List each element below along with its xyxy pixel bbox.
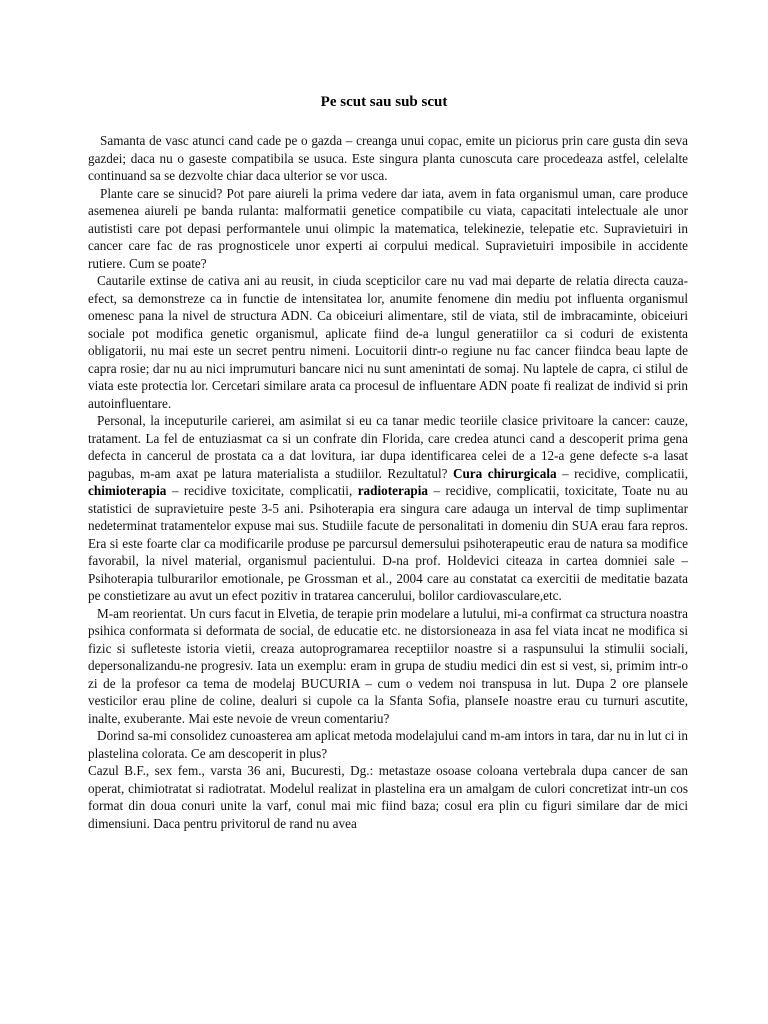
bold-radioterapia: radioterapia [357,483,429,498]
paragraph-personal-text-a: Personal, la inceputurile carierei, am asimilat si eu ca tanar medic teoriile clasice privitoare la cancer: cauze, tratament. La fel de entuziasmat ca si un confrate din Florida, care credea atunci cand a descoperit prima gena defecta in cancerul de prostata ca a dat lovitura, iar dupa identificarea celei de a 12-a gene defecte s-a lasat pagubas, m-am axat pe latura materialista a studiilor. Rezultatul? [88,413,688,481]
paragraph-cautarile: Cautarile extinse de cativa ani au reusit, in ciuda scepticilor care nu vad mai departe de relatia directa cauza-efect, sa demonstreze ca in functie de intensitatea lor, anumite fenomene din mediu pot influenta organismul omenesc pana la nivel de structura ADN. Ca obiceiuri alimentare, stil de viata, stil de imbracaminte, obiceiuri sociale pot modifica genetic organismul, aplicate fiind de-a lungul generatiilor ca si coduri de existenta obligatorii, nu mai este un secret pentru nimeni. Locuitorii dintr-o regiune nu fac cancer fiindca beau lapte de capra rosie; dar nu au nici imprumuturi bancare nici nu sunt amenintati de somaj. Nu laptele de capra, ci stilul de viata este protectia lor. Cercetari similare arata ca procesul de influentare ADN poate fi realizat de individ si prin autoinfluentare. [88,273,688,411]
document-body [88,132,688,832]
paragraph-plante: Plante care se sinucid? Pot pare aiureli la prima vedere dar iata, avem in fata organismul uman, care produce asemenea aiureli pe banda rulanta: malformatii genetice compatibile cu viata, capacitati intelectuale ale unor autististi care pot depasi performantele unui olimpic la matematica, telekinezie, telepatie etc. Supravietuiri in cancer care fac de ras prognosticele unor experti ai corpului medical. Supravietuiri imposibile in accidente rutiere. Cum se poate? [88,185,688,271]
paragraph-personal-text-e: – recidive, complicatii, toxicitate, Toate nu au statistici de supravietuire peste 3-5 ani. Psihoterapia era singura care adauga un interval de timp suplimentar nedeterminat tratamentelor expuse mai sus. Studiile facute de personalitati in domeniu din SUA erau fara repros. Era si este foarte clar ca modificarile produse pe parcursul demersului psihoterapeutic erau de natura sa modifice favorabil, la nivel material, organismul pacientului. D-na prof. Holdevici citeaza in cartea domniei sale – Psihoterapia tulburarilor emotionale, pe Grossman et al., 2004 care au constatat ca exercitii de meditatie bazata pe constietizare au avut un efect pozitiv in tratarea cancerului, bolilor cardiovasculare,etc. [88,483,689,603]
paragraph-reorientat: M-am reorientat. Un curs facut in Elvetia, de terapie prin modelare a lutului, mi-a confirmat ca structura noastra psihica conformata si deformata de social, de educatie etc. ne distorsioneaza in asa fel viata incat ne modifica si fizic si sufleteste istoria vietii, creaza autoprogramarea receptiilor noastre si a raspunsului la stimulii sociali, depersonalizandu-ne progresiv. Iata un exemplu: eram in grupa de studiu medici din est si vest, si, primim intr-o zi de la profesor ca tema de modelaj BUCURIA – cum o vedem noi transpusa in lut. Dupa 2 ore plansele vesticilor erau pline de coline, dealuri si cupole ca la Sfanta Sofia, planseIe noastre erau cu turnuri ascutite, inalte, exuberante. Mai este nevoie de vreun comentariu? [88,605,689,726]
paragraph-personal-text-c: – recidive, complicatii, [562,465,689,481]
paragraph-personal-text-d: – recidive toxicitate, complicatii, [171,483,353,498]
bold-chimioterapia: chimioterapia [88,483,167,498]
bold-cura-chirurgicala: Cura chirurgicala [452,465,557,481]
paragraph-caz-bf: Cazul B.F., sex fem., varsta 36 ani, Bucuresti, Dg.: metastaze osoase coloana vertebrala dupa cancer de san operat, chimiotratat si radiotratat. Modelul realizat in plastelina era un amalgam de culori concretizat intr-un cos format din doua conuri unite la varf, conul mai mic fiind baza; cosul era plin cu figuri similare dar de mici dimensiuni. Daca pentru privitorul de rand nu avea [88,763,688,831]
document-title: Pe scut sau sub scut [320,94,448,110]
paragraph-personal [88,412,688,605]
paragraph-consolidez: Dorind sa-mi consolidez cunoasterea am aplicat metoda modelajului cand m-am intors in tara, dar nu in lut ci in plastelina colorata. Ce am descoperit in plus? [88,728,688,761]
paragraph-vasc: Samanta de vasc atunci cand cade pe o gazda – creanga unui copac, emite un piciorus prin care gusta din seva gazdei; daca nu o gaseste compatibila se usuca. Este singura planta cunoscuta care procedeaza astfel, celelalte continuand sa se dezvolte chiar daca ulterior se vor usca. [88,133,688,183]
